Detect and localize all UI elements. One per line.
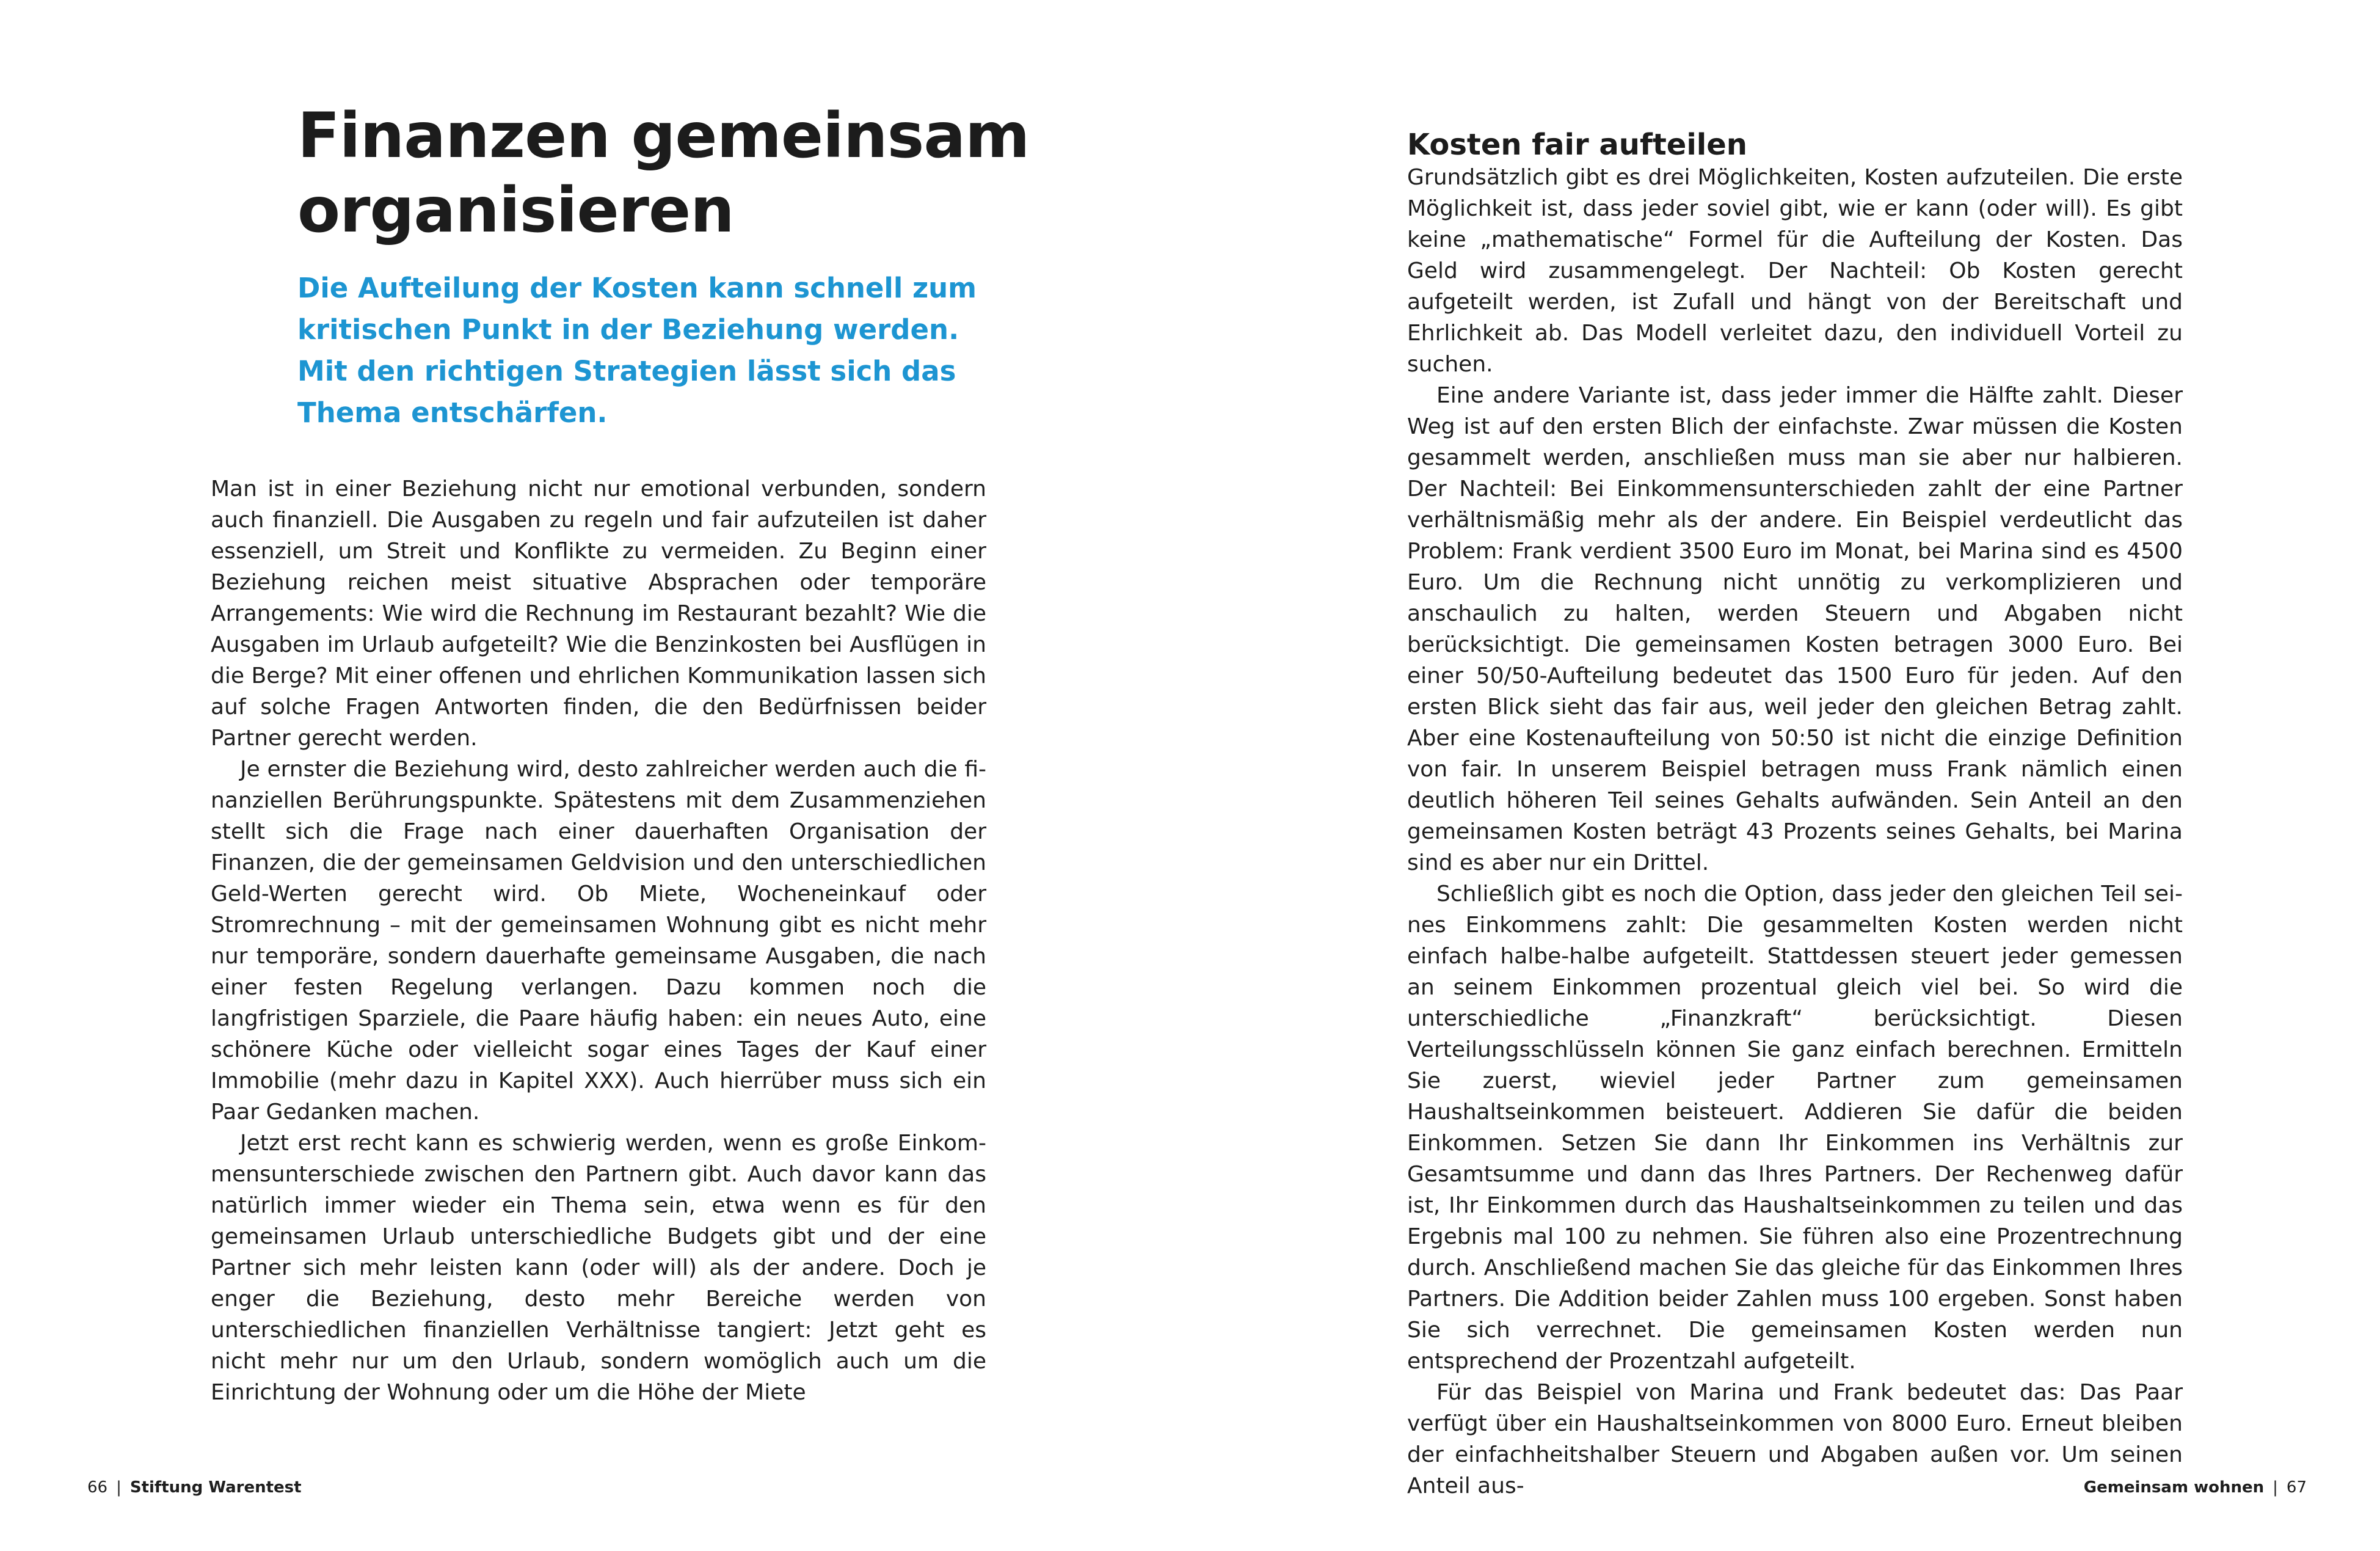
- section-heading: Kosten fair aufteilen: [1407, 128, 1747, 162]
- publisher-label: Stiftung Warentest: [129, 1478, 302, 1497]
- right-footer: [2084, 1477, 2307, 1498]
- body-paragraph: Jetzt erst recht kann es schwierig werden, wenn es große Einkommensunterschiede zwischen den Partnern gibt. Auch davor kann das natürlich immer wieder ein Thema sein, etwa wenn es für den gemeinsamen Urlaub unterschiedliche Budgets gibt und der eine Partner sich mehr leisten kann (oder will) als der andere. Doch je enger die Beziehung, desto mehr Bereiche werden von unterschiedlichen finanziellen Verhältnisse tangiert: Jetzt geht es nicht mehr nur um den Urlaub, sondern womöglich auch um die Einrichtung der Wohnung oder um die Höhe der Miete: [211, 1131, 986, 1405]
- body-paragraph: Für das Beispiel von Marina und Frank bedeutet das: Das Paar verfügt über ein Haushaltseinkommen von 8000 Euro. Erneut bleiben der einfachheitshalber Steuern und Abgaben außen vor. Um seinen Anteil aus-: [1407, 1380, 2183, 1498]
- page-number: 66: [87, 1478, 108, 1497]
- left-body-text: [211, 473, 986, 1408]
- body-paragraph: Eine andere Variante ist, dass jeder immer die Hälfte zahlt. Dieser Weg ist auf den ersten Blich der einfachste. Zwar müssen die Kosten gesammelt werden, anschließen muss man sie aber nur halbieren. Der Nachteil: Bei Einkommensunterschieden zahlt der eine Partner verhältnismäßig mehr als der andere. Ein Beispiel verdeutlicht das Problem: Frank verdient 3500 Euro im Monat, bei Marina sind es 4500 Euro. Um die Rechnung nicht unnötig zu verkomplizieren und anschaulich zu halten, werden Steuern und Abgaben nicht berücksichtigt. Die gemeinsamen Kosten betragen 3000 Euro. Bei einer 50/50-Aufteilung bedeutet das 1500 Euro für jeden. Auf den ersten Blick sieht das fair aus, weil jeder den gleichen Betrag zahlt. Aber eine Kostenaufteilung von 50:50 ist nicht die einzige Definition von fair. In unserem Beispiel betragen muss Frank nämlich einen deutlich höheren Teil seines Gehalts aufwänden. Sein Anteil an den gemeinsamen Kosten beträgt 43 Prozents seines Gehalts, bei Marina sind es aber nur ein Drittel.: [1407, 383, 2183, 875]
- left-footer: [87, 1477, 302, 1498]
- body-paragraph: Je ernster die Beziehung wird, desto zahlreicher werden auch die finanziellen Berührungspunkte. Spätestens mit dem Zusammenziehen stellt sich die Frage nach einer dauerhaften Organisation der Finanzen, die der gemeinsamen Geldvision und den unterschiedlichen Geld-Werten gerecht wird. Ob Miete, Wocheneinkauf oder Stromrechnung – mit der gemeinsamen Wohnung gibt es nicht mehr nur temporäre, sondern dauerhafte gemeinsame Ausgaben, die nach einer festen Regelung verlangen. Dazu kommen noch die langfristigen Sparziele, die Paare häufig haben: ein neues Auto, eine schönere Küche oder vielleicht sogar eines Tages der Kauf einer Immobilie (mehr dazu in Kapitel XXX). Auch hierrüber muss sich ein Paar Gedanken machen.: [211, 757, 986, 1125]
- chapter-label: Gemeinsam wohnen: [2083, 1478, 2265, 1497]
- right-body-text: [1407, 162, 2183, 1502]
- page-title: Finanzen gemeinsam organisieren: [297, 100, 1030, 247]
- lead-text: Die Aufteilung der Kosten kann schnell zum kritischen Punkt in der Beziehung werden. Mit den richtigen Strategien lässt sich das Thema entschärfen.: [297, 272, 977, 429]
- footer-separator: |: [116, 1478, 122, 1497]
- body-paragraph: Schließlich gibt es noch die Option, dass jeder den gleichen Teil seines Einkommens zahlt: Die gesammelten Kosten werden nicht einfach halbe-halbe aufgeteilt. Stattdessen steuert jeder gemessen an seinem Einkommen prozentual gleich viel bei. So wird die unterschiedliche „Finanzkraft“ berücksichtigt. Diesen Verteilungsschlüsseln können Sie ganz einfach berechnen. Ermitteln Sie zuerst, wieviel jeder Partner zum gemeinsamen Haushaltseinkommen beisteuert. Addieren Sie dafür die beiden Einkommen. Setzen Sie dann Ihr Einkommen ins Verhältnis zur Gesamtsumme und dann das Ihres Partners. Der Rechenweg dafür ist, Ihr Einkommen durch das Haushaltseinkommen zu teilen und das Ergebnis mal 100 zu nehmen. Sie führen also eine Prozentrechnung durch. Anschließend machen Sie das gleiche für das Einkommen Ihres Partners. Die Addition beider Zahlen muss 100 ergeben. Sonst haben Sie sich verrechnet. Die gemeinsamen Kosten werden nun entsprechend der Prozentzahl aufgeteilt.: [1407, 881, 2183, 1374]
- body-paragraph: Grundsätzlich gibt es drei Möglichkeiten, Kosten aufzuteilen. Die erste Möglichkeit ist, dass jeder soviel gibt, wie er kann (oder will). Es gibt keine „mathematische“ Formel für die Aufteilung der Kosten. Das Geld wird zusammengelegt. Der Nachteil: Ob Kosten gerecht aufgeteilt werden, ist Zufall und hängt von der Bereitschaft und Ehrlichkeit ab. Das Modell verleitet dazu, den individuell Vorteil zu suchen.: [1407, 165, 2183, 377]
- body-paragraph: Man ist in einer Beziehung nicht nur emotional verbunden, sondern auch finanziell. Die Ausgaben zu regeln und fair aufzuteilen ist daher essenziell, um Streit und Konflikte zu vermeiden. Zu Beginn einer Beziehung reichen meist situative Absprachen oder temporäre Arrangements: Wie wird die Rechnung im Restaurant bezahlt? Wie die Ausgaben im Urlaub aufgeteilt? Wie die Benzinkosten bei Ausflügen in die Berge? Mit einer offenen und ehrlichen Kommunikation lassen sich auf solche Fragen Antworten finden, die den Bedürfnissen beider Partner gerecht werden.: [211, 476, 986, 751]
- page-number: 67: [2286, 1478, 2307, 1497]
- right-page: [1190, 0, 2380, 1551]
- footer-separator: |: [2273, 1478, 2278, 1497]
